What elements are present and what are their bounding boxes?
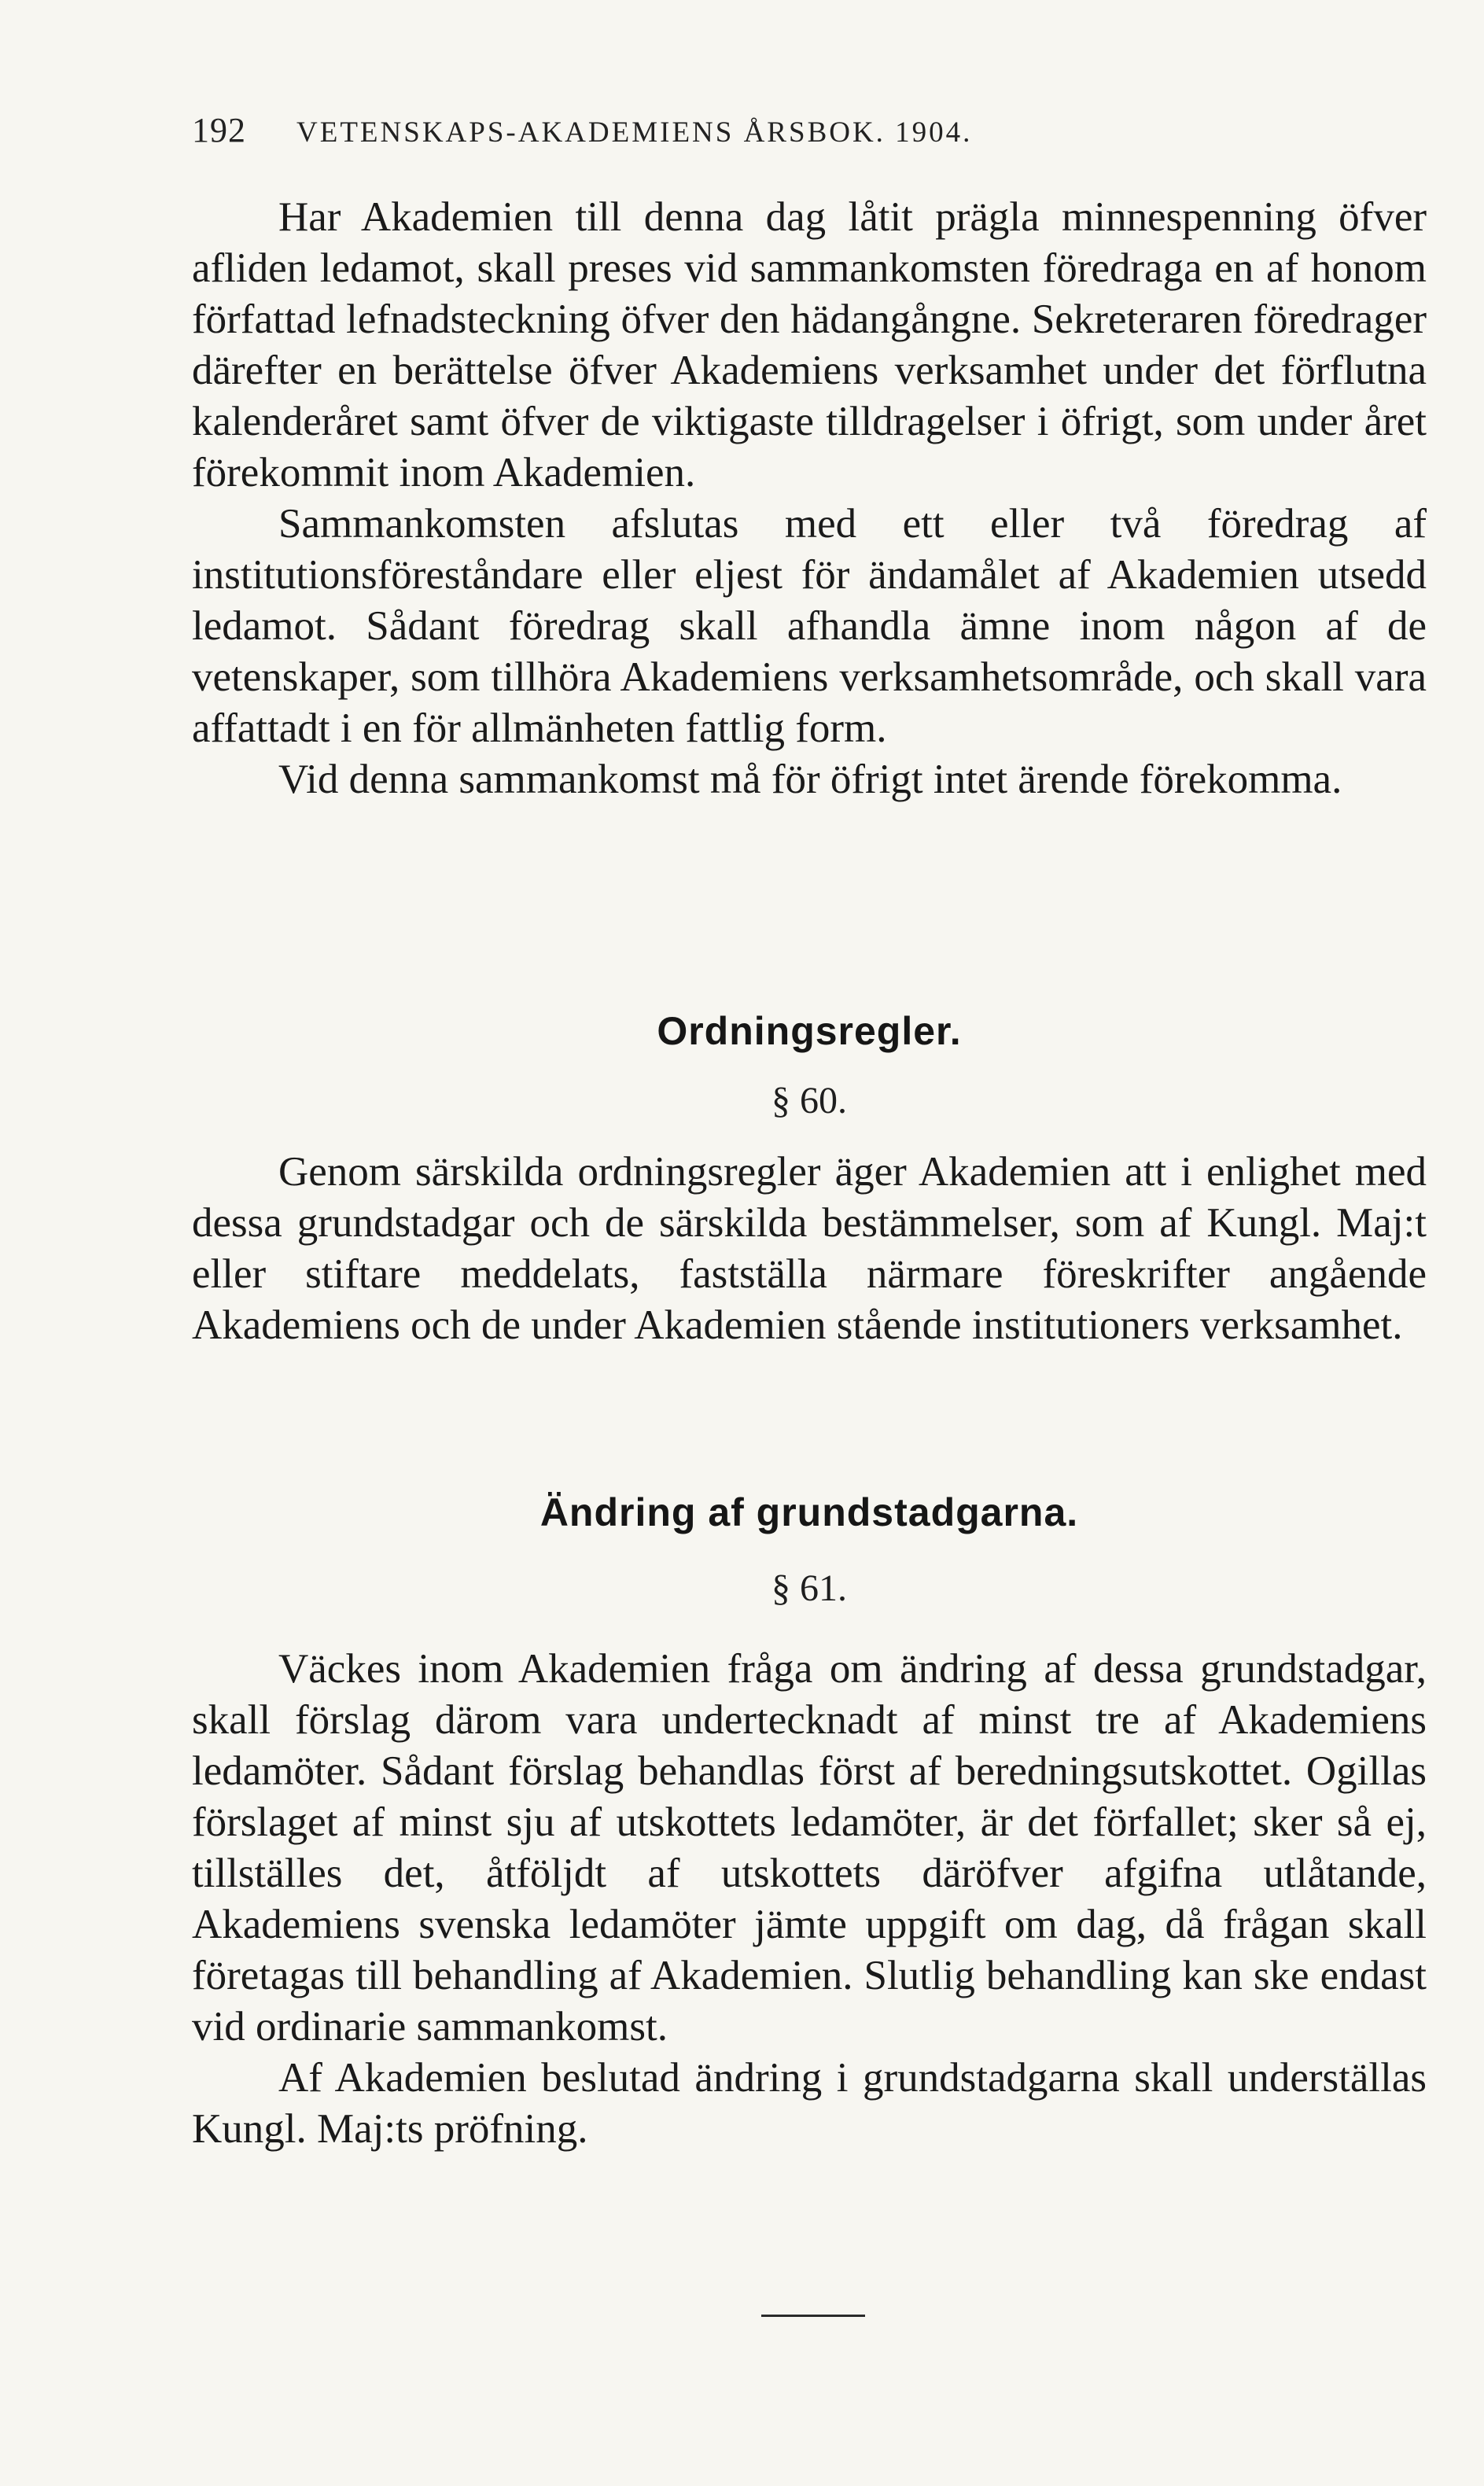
paragraph: Väckes inom Akademien fråga om ändring af dessa grundstadgar, skall förslag därom vara undertecknadt af minst tre af Akademiens ledamöter. Sådant förslag behandlas först af beredningsutskottet. Ogillas förslaget af minst sju af utskottets ledamöter, är det förfallet; sker så ej, tillställes det, åtföljdt af utskottets däröfver afgifna utlåtande, Akademiens svenska ledamöter jämte uppgift om dag, då frågan skall företagas till behandling af Akademien. Slutlig behandling kan ske endast vid ordinarie sammankomst.	[192, 1646, 1427, 2050]
end-rule	[761, 2315, 865, 2317]
section-60-text-block	[192, 1147, 1427, 1351]
paragraph: Vid denna sammankomst må för öfrigt intet ärende förekomma.	[278, 757, 1342, 802]
paragraph: Af Akademien beslutad ändring i grundstadgarna skall underställas Kungl. Maj:ts pröfning.	[192, 2055, 1427, 2152]
paragraph: Sammankomsten afslutas med ett eller två föredrag af institutionsföreståndare eller eljest för ändamålet af Akademien utsedd ledamot. Sådant föredrag skall afhandla ämne inom någon af de vetenskaper, som tillhöra Akademiens verksamhetsområde, och skall vara affattadt i en för allmänheten fattlig form.	[192, 501, 1427, 751]
paragraph: Har Akademien till denna dag låtit prägla minnespenning öfver afliden ledamot, skall preses vid sammankomsten föredraga en af honom författad lefnadsteckning öfver den hädangångne. Sekreteraren föredrager därefter en berättelse öfver Akademiens verksamhet under det förflutna kalenderåret samt öfver de viktigaste tilldragelser i öfrigt, som under året förekommit inom Akademien.	[192, 194, 1427, 495]
journal-title: VETENSKAPS-AKADEMIENS ÅRSBOK. 1904.	[296, 116, 973, 149]
running-header	[192, 110, 1419, 150]
paragraph: Genom särskilda ordningsregler äger Akademien att i enlighet med dessa grundstadgar och de särskilda bestämmelser, som af Kungl. Maj:t eller stiftare meddelats, fastställa närmare föreskrifter angående Akademiens och de under Akademien stående institutioners verksamhet.	[192, 1149, 1427, 1348]
section-61-text-block	[192, 1644, 1427, 2155]
section-number-60: § 60.	[771, 1080, 847, 1121]
intro-text-block	[192, 192, 1427, 805]
page-number: 192	[192, 111, 246, 149]
section-heading-andring: Ändring af grundstadgarna.	[539, 1490, 1079, 1534]
section-heading-ordningsregler: Ordningsregler.	[657, 1009, 962, 1053]
section-number-61: § 61.	[771, 1567, 847, 1609]
